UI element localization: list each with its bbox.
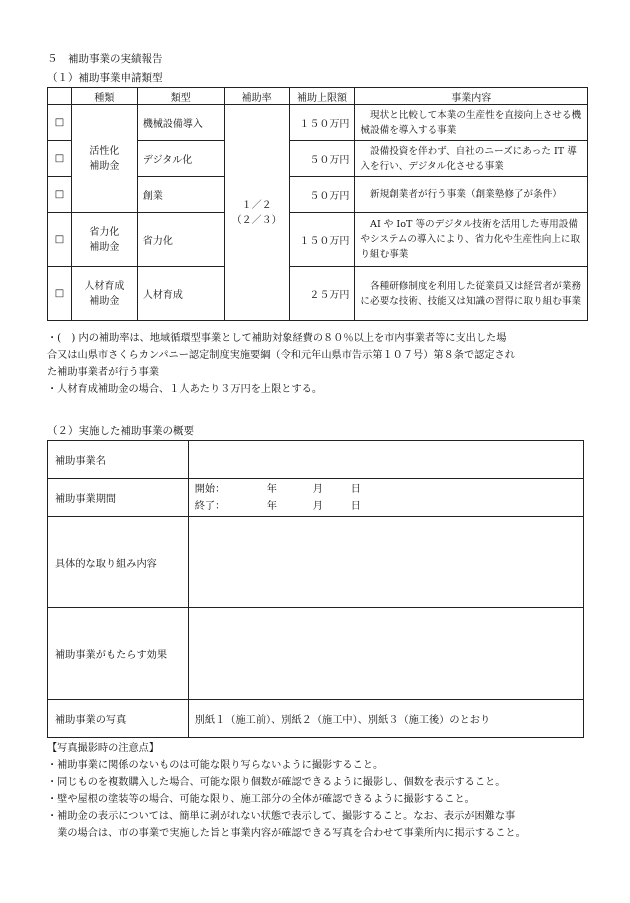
start-label: 開始：	[194, 483, 226, 495]
table-row	[48, 700, 584, 738]
subsidy-rate: １／２ （２／３）	[224, 105, 289, 321]
note-line: 合又は山県市さくらカンパニー認定制度実施要綱（令和元年山県市告示第１０７号）第８条で認定され	[47, 350, 515, 361]
header-limit: 補助上限額	[289, 88, 355, 105]
type-cell: 機械設備導入	[137, 105, 224, 141]
content-cell: 各種研修制度を利用した従業員又は経営者が業務に必要な技術、技能又は知識の習得に取り組む事業	[355, 267, 588, 321]
project-period-label: 補助事業期間	[48, 479, 189, 517]
project-effect-field[interactable]	[188, 608, 583, 700]
project-name-label: 補助事業名	[48, 441, 189, 479]
table-row	[48, 608, 584, 700]
table1-notes	[47, 330, 515, 398]
section-heading: ５ 補助事業の実績報告	[47, 53, 163, 65]
checkbox[interactable]: □	[48, 105, 72, 141]
type-cell: デジタル化	[137, 141, 224, 177]
project-name-field[interactable]	[188, 441, 583, 479]
table-header-row	[48, 88, 588, 105]
checkbox[interactable]: □	[48, 213, 72, 267]
table-row	[48, 441, 584, 479]
activity-content-field[interactable]	[188, 517, 583, 608]
photo-note-line: ・壁や屋根の塗装等の場合、可能な限り、施工部分の全体が確認できるように撮影すること。	[47, 794, 475, 805]
limit-cell: １５０万円	[289, 213, 355, 267]
group-labor-saving: 省力化 補助金	[71, 213, 137, 267]
period-end	[195, 498, 583, 515]
limit-cell: ５０万円	[289, 177, 355, 213]
table-row	[48, 105, 588, 141]
project-photo-value: 別紙１（施工前）、別紙２（施工中）、別紙３（施工後）のとおり	[188, 700, 583, 738]
header-rate: 補助率	[224, 88, 289, 105]
project-summary-table	[47, 440, 584, 738]
table-row	[48, 213, 588, 267]
table-row	[48, 479, 584, 517]
note-line: ・( ) 内の補助率は、地域循環型事業として補助対象経費の８０％以上を市内事業者等に支出した場	[47, 333, 507, 344]
group-hr-development: 人材育成 補助金	[71, 267, 137, 321]
content-cell: AI や IoT 等のデジタル技術を活用した専用設備やシステムの導入により、省力化や生産性向上に取り組む事業	[355, 213, 588, 267]
type-cell: 人材育成	[137, 267, 224, 321]
checkbox[interactable]: □	[48, 267, 72, 321]
application-type-table	[47, 87, 588, 321]
checkbox[interactable]: □	[48, 141, 72, 177]
end-label: 終了：	[194, 500, 226, 512]
checkbox-header	[48, 88, 72, 105]
table-row	[48, 267, 588, 321]
photo-note-line: ・補助事業に関係のないものは可能な限り写らないように撮影すること。	[47, 760, 384, 771]
photo-note-line: 業の場合は、市の事業で実施した旨と事業内容が確認できる写真を合わせて事業所内に掲示すること。	[47, 828, 526, 839]
limit-cell: １５０万円	[289, 105, 355, 141]
checkbox[interactable]: □	[48, 177, 72, 213]
limit-cell: ２５万円	[289, 267, 355, 321]
photo-note-line: ・同じものを複数購入した場合、可能な限り個数が確認できるように撮影し、個数を表示すること。	[47, 777, 506, 788]
header-content: 事業内容	[355, 88, 588, 105]
limit-cell: ５０万円	[289, 141, 355, 177]
content-cell: 現状と比較して本業の生産性を直接向上させる機械設備を導入する事業	[355, 105, 588, 141]
month-unit: 月	[312, 500, 323, 512]
type-cell: 創業	[137, 177, 224, 213]
photo-note-line: ・補助金の表示については、簡単に剥がれない状態で表示して、撮影すること。なお、表示が困難な事	[47, 811, 516, 822]
year-unit: 年	[266, 483, 277, 495]
year-unit: 年	[266, 500, 277, 512]
project-period-field[interactable]	[188, 479, 583, 517]
group-activation: 活性化 補助金	[71, 105, 137, 213]
header-type: 類型	[137, 88, 224, 105]
photo-notes	[47, 757, 526, 842]
project-effect-label: 補助事業がもたらす効果	[48, 608, 189, 700]
note-line: た補助事業者が行う事業	[47, 367, 160, 378]
photo-notes-title: 【写真撮影時の注意点】	[47, 743, 160, 754]
month-unit: 月	[312, 483, 323, 495]
header-kind: 種類	[71, 88, 137, 105]
table-row	[48, 517, 584, 608]
day-unit: 日	[350, 483, 361, 495]
period-start	[195, 481, 583, 498]
note-line: ・人材育成補助金の場合、１人あたり３万円を上限とする。	[47, 384, 323, 395]
day-unit: 日	[350, 500, 361, 512]
section2-title: （２）実施した補助事業の概要	[47, 425, 194, 437]
type-cell: 省力化	[137, 213, 224, 267]
content-cell: 設備投資を伴わず、自社のニーズにあった IT 導入を行い、デジタル化させる事業	[355, 141, 588, 177]
project-photo-label: 補助事業の写真	[48, 700, 189, 738]
section1-title: （１）補助事業申請類型	[47, 72, 163, 84]
content-cell: 新規創業者が行う事業（創業塾修了が条件）	[355, 177, 588, 213]
activity-content-label: 具体的な取り組み内容	[48, 517, 189, 608]
